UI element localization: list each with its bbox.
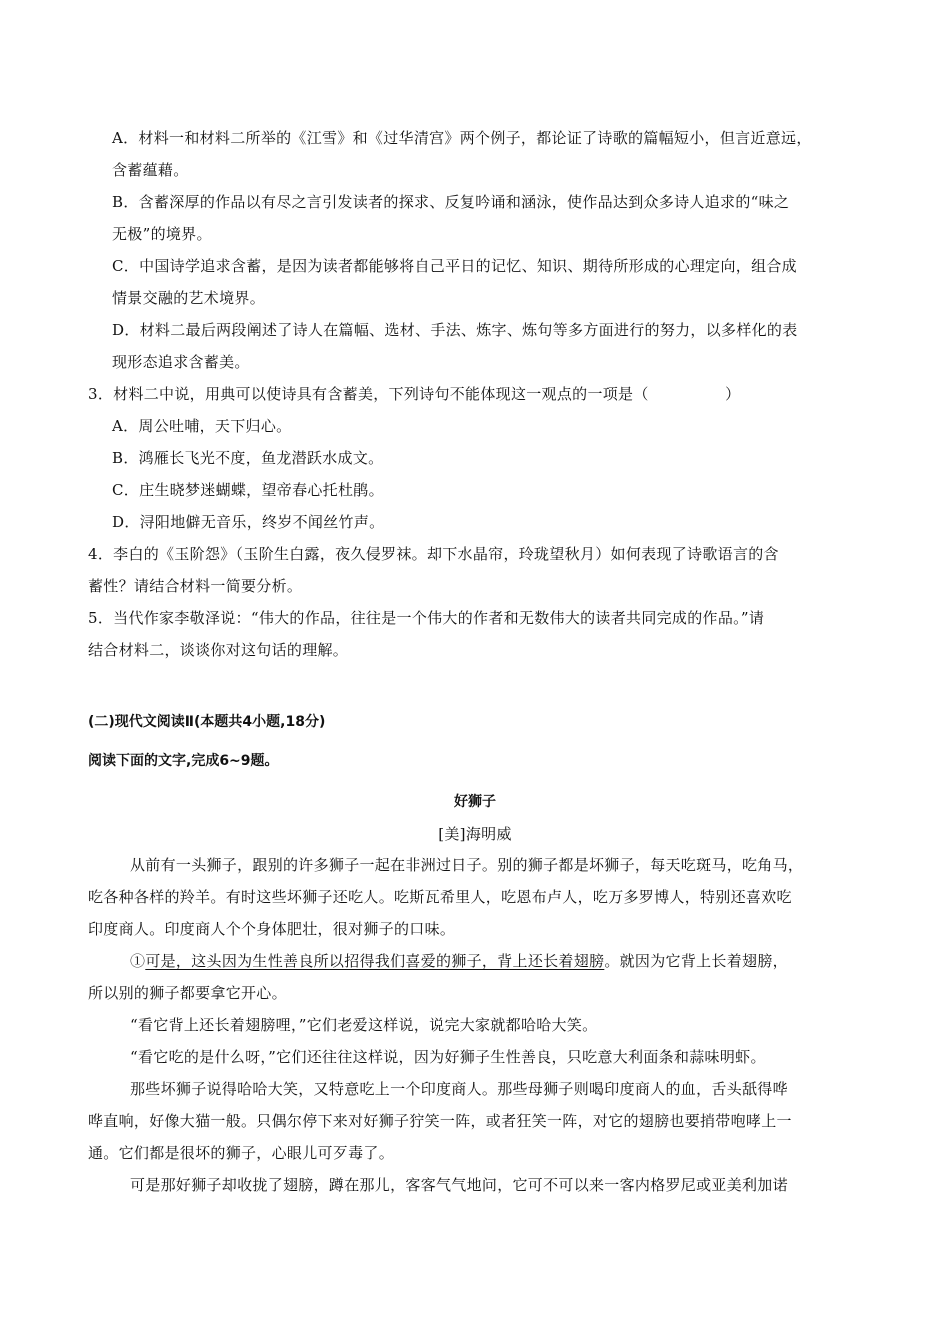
q3-option-a: A．周公吐哺，天下归心。	[112, 417, 292, 435]
paragraph-5-line3: 通。它们都是很坏的狮子，心眼儿可歹毒了。	[88, 1144, 395, 1162]
sentence-marker: ①	[130, 952, 146, 970]
q3-option-b: B．鸿雁长飞光不度，鱼龙潜跃水成文。	[112, 449, 384, 467]
paragraph-1-line1: 从前有一头狮子，跟别的许多狮子一起在非洲过日子。别的狮子都是坏狮子，每天吃斑马，吃角马，	[130, 856, 804, 874]
story-title: 好狮子	[454, 794, 496, 810]
paragraph-2-line2: 所以别的狮子都要拿它开心。	[88, 984, 287, 1002]
paragraph-2-line1	[130, 951, 788, 971]
q2-option-c-line1: C．中国诗学追求含蓄，是因为读者都能够将自己平日的记忆、知识、期待所形成的心理定向，组合成	[112, 257, 797, 275]
paragraph-4: “看它吃的是什么呀，”它们还往往这样说，因为好狮子生性善良，只吃意大利面条和蒜味明虾。	[130, 1048, 766, 1066]
q3-option-c: C．庄生晓梦迷蝴蝶，望帝春心托杜鹃。	[112, 481, 384, 499]
q4-line2: 蓄性？请结合材料一简要分析。	[88, 577, 303, 595]
underlined-sentence: 可是，这头因为生性善良所以招得我们喜爱的狮子，背上还长着翅膀	[145, 952, 605, 970]
paragraph-1-line3: 印度商人。印度商人个个身体肥壮，很对狮子的口味。	[88, 920, 456, 938]
q3-stem: 3．材料二中说，用典可以使诗具有含蓄美，下列诗句不能体现这一观点的一项是（ ）	[88, 385, 741, 403]
story-author: [美]海明威	[438, 825, 512, 843]
section-heading: (二)现代文阅读Ⅱ(本题共4小题,18分)	[88, 714, 326, 730]
q2-option-c-line2: 情景交融的艺术境界。	[112, 289, 266, 307]
q2-option-d-line2: 现形态追求含蓄美。	[112, 353, 250, 371]
q2-option-d-line1: D．材料二最后两段阐述了诗人在篇幅、选材、手法、炼字、炼句等多方面进行的努力，以多样化的表	[112, 321, 798, 339]
q5-line1: 5．当代作家李敬泽说：“伟大的作品，往往是一个伟大的作者和无数伟大的读者共同完成的作品。”请	[88, 609, 765, 627]
paragraph-2-rest: 。就因为它背上长着翅膀，	[604, 952, 788, 970]
paragraph-5-line2: 哗直响，好像大猫一般。只偶尔停下来对好狮子狞笑一阵，或者狂笑一阵，对它的翅膀也要捎带咆哮上一	[88, 1112, 792, 1130]
q2-option-a-line1: A．材料一和材料二所举的《江雪》和《过华清宫》两个例子，都论证了诗歌的篇幅短小，但言近意远，	[112, 129, 812, 147]
q2-option-a-line2: 含蓄蕴藉。	[112, 161, 189, 179]
paragraph-6-line1: 可是那好狮子却收拢了翅膀，蹲在那儿，客客气气地问，它可不可以来一客内格罗尼或亚美利加诺	[130, 1176, 788, 1194]
q4-line1: 4．李白的《玉阶怨》（玉阶生白露，夜久侵罗袜。却下水晶帘，玲珑望秋月）如何表现了诗歌语言的含	[88, 545, 779, 563]
paragraph-1-line2: 吃各种各样的羚羊。有时这些坏狮子还吃人。吃斯瓦希里人，吃恩布卢人，吃万多罗博人，特别还喜欢吃	[88, 888, 792, 906]
q2-option-b-line1: B．含蓄深厚的作品以有尽之言引发读者的探求、反复吟诵和涵泳，使作品达到众多诗人追求的“味之	[112, 193, 790, 211]
paragraph-3: “看它背上还长着翅膀哩，”它们老爱这样说，说完大家就都哈哈大笑。	[130, 1016, 598, 1034]
paragraph-5-line1: 那些坏狮子说得哈哈大笑，又特意吃上一个印度商人。那些母狮子则喝印度商人的血，舌头舐得哗	[130, 1080, 788, 1098]
q5-line2: 结合材料二，谈谈你对这句话的理解。	[88, 641, 349, 659]
q3-option-d: D．浔阳地僻无音乐，终岁不闻丝竹声。	[112, 513, 385, 531]
q2-option-b-line2: 无极”的境界。	[112, 225, 212, 243]
section-instruction: 阅读下面的文字,完成6~9题。	[88, 753, 279, 769]
